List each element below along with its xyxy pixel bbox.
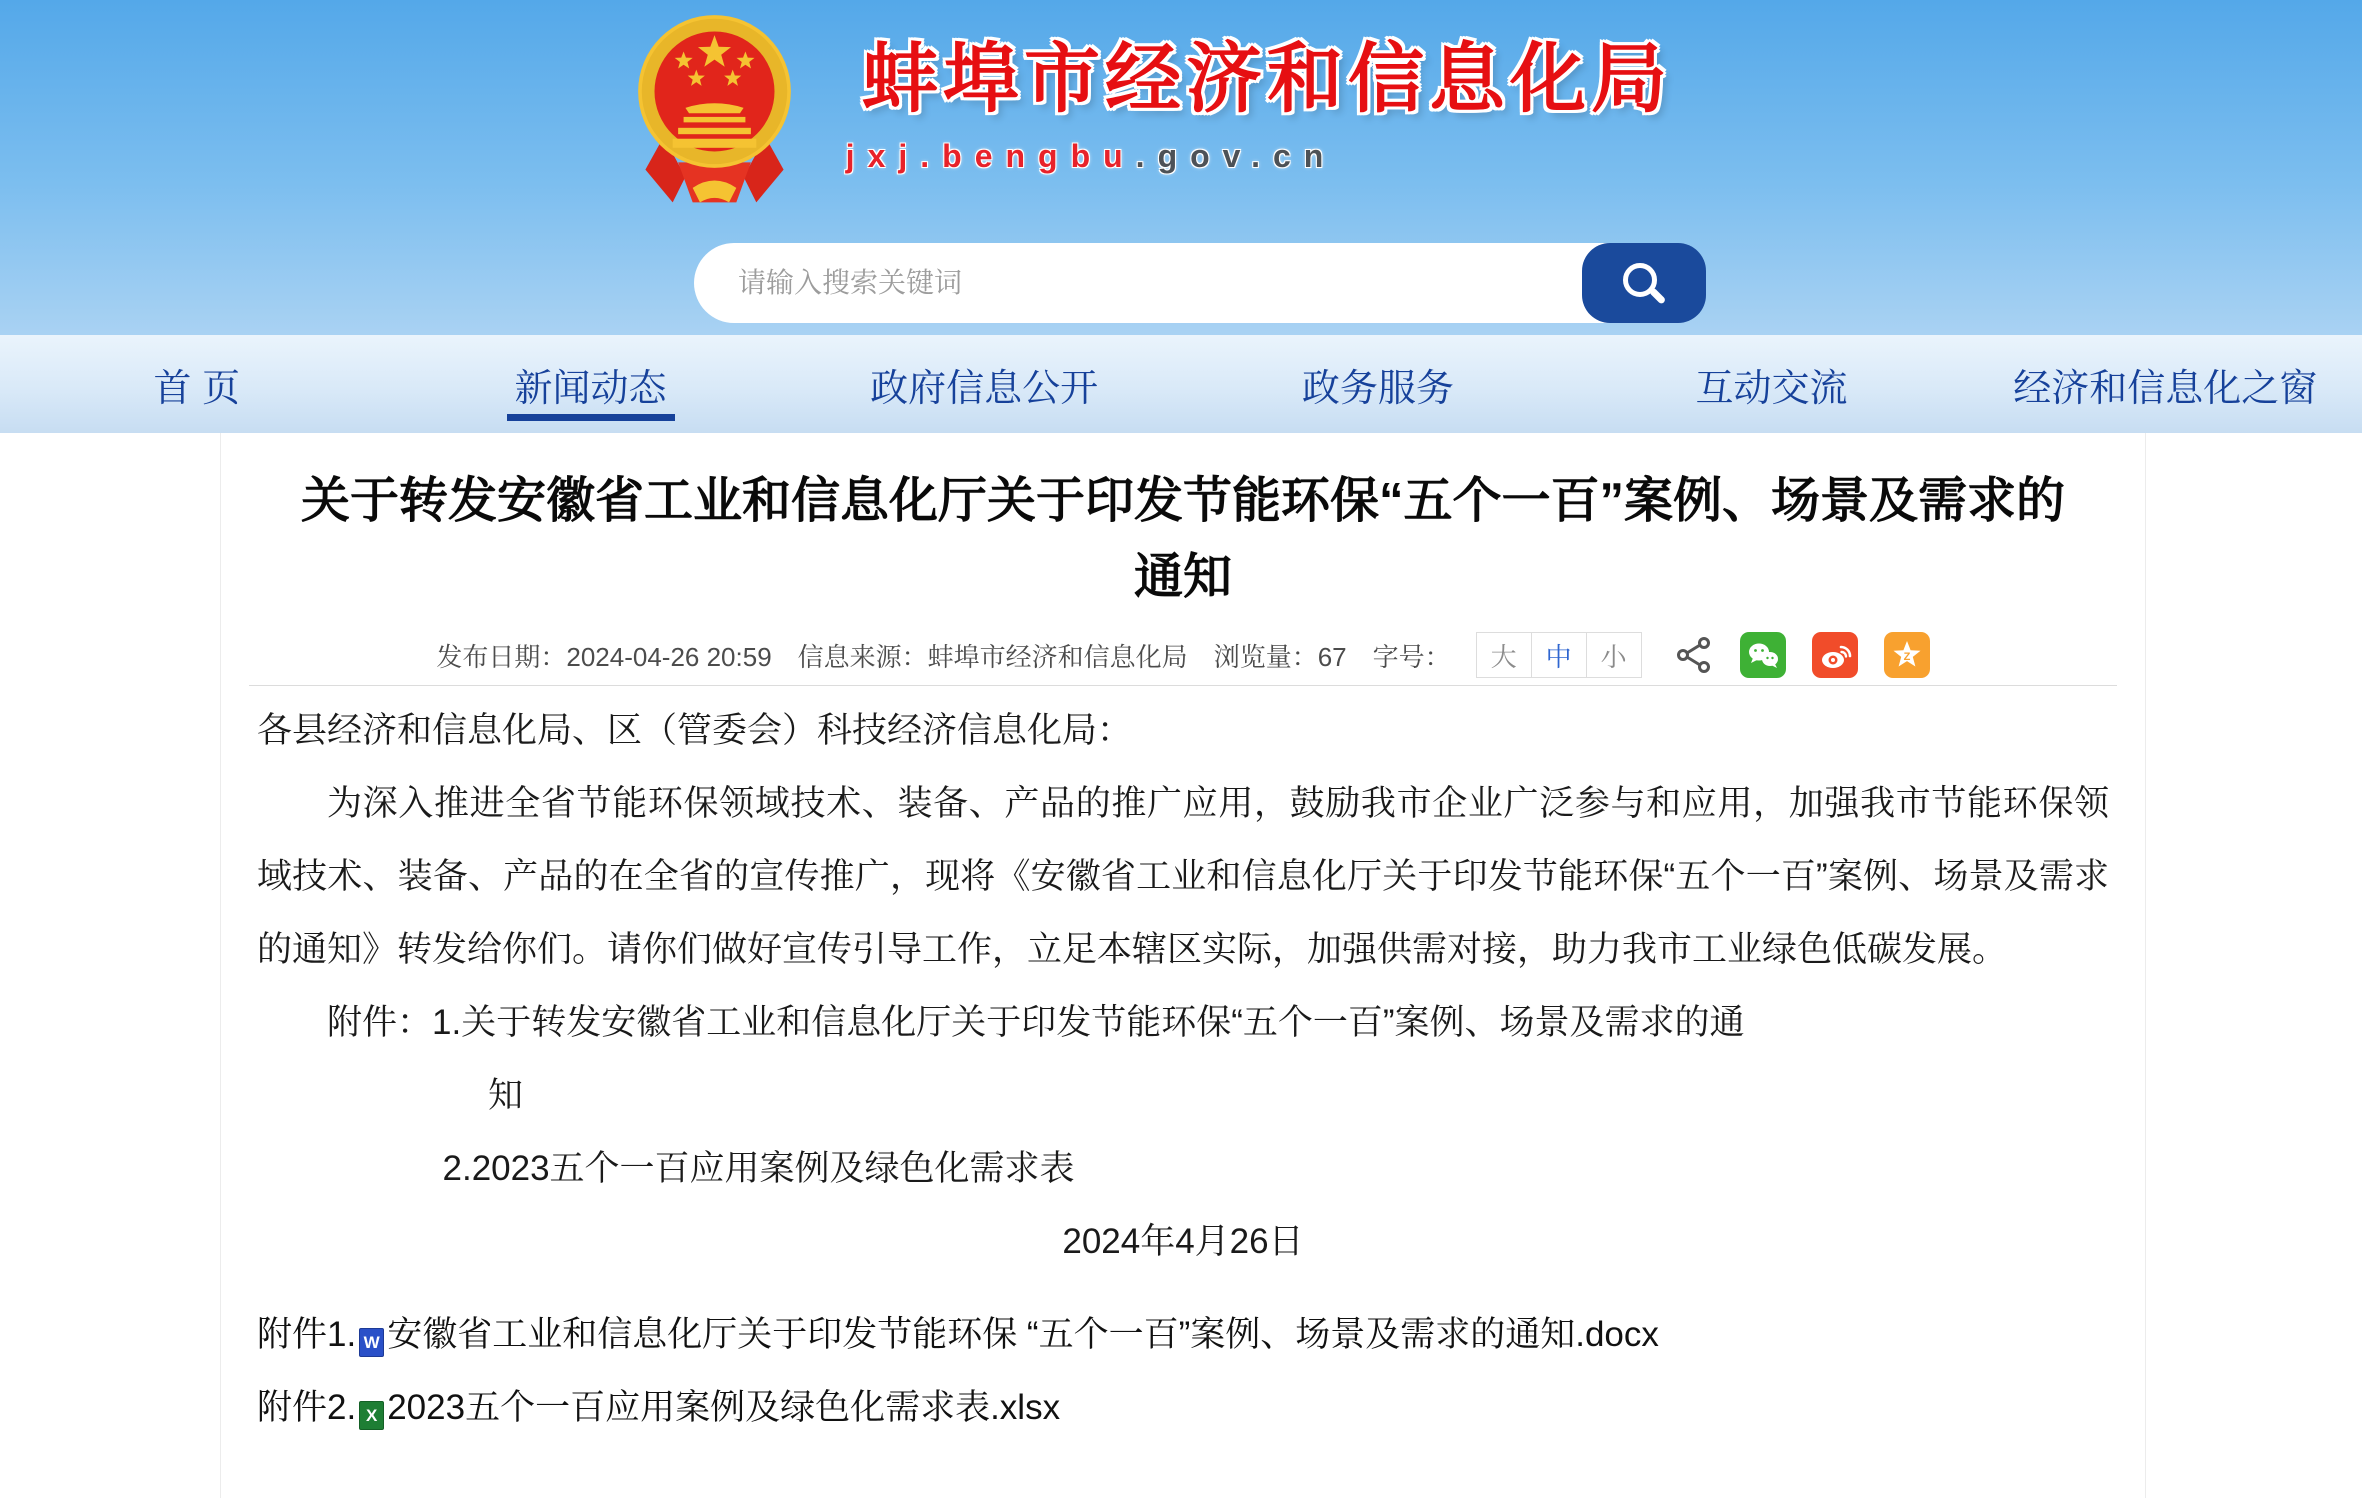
paragraph-attachment-list-1: 附件：1.关于转发安徽省工业和信息化厅关于印发节能环保“五个一百”案例、场景及需求的通 xyxy=(327,1003,1745,1042)
attachment-link-2[interactable] xyxy=(257,1371,2109,1444)
weibo-icon xyxy=(1817,637,1853,673)
attachment-1-name: 安徽省工业和信息化厅关于印发节能环保 “五个一百”案例、场景及需求的通知.docx xyxy=(387,1315,1659,1354)
site-url xyxy=(0,138,2182,175)
national-emblem-logo xyxy=(622,6,807,206)
search-icon xyxy=(1623,263,1657,297)
document-date: 2024年4月26日 xyxy=(1062,1222,1304,1261)
paragraph-main: 为深入推进全省节能环保领域技术、装备、产品的推广应用，鼓励我市企业广泛参与和应用，加强我市节能环保领域技术、装备、产品的在全省的宣传推广，现将《安徽省工业和信息化厅关于印发节能环保“五个一百”案例、场景及需求的通知》转发给你们。请你们做好宣传引导工作，立足本辖区实际，加强供需对接，助力我市工业绿色低碳发展。 xyxy=(257,784,2109,969)
weibo-share-button[interactable] xyxy=(1812,632,1858,678)
font-size-label: 字号： xyxy=(1372,641,1451,672)
main-navigation xyxy=(0,335,2362,433)
article-body xyxy=(221,686,2145,1278)
font-size-group xyxy=(1477,632,1642,678)
publish-date: 发布日期：2024-04-26 20:59 xyxy=(436,641,772,672)
article-title: 关于转发安徽省工业和信息化厅关于印发节能环保“五个一百”案例、场景及需求的通知 xyxy=(300,474,2065,604)
paragraph-salutation: 各县经济和信息化局、区（管委会）科技经济信息化局： xyxy=(257,711,1133,750)
qzone-star-icon xyxy=(1890,638,1924,672)
nav-item-industry-window[interactable]: 经济和信息化之窗 xyxy=(2013,367,2318,410)
attachment-link-1[interactable] xyxy=(257,1298,2109,1371)
view-count: 浏览量：67 xyxy=(1213,641,1347,672)
word-file-icon: W xyxy=(359,1328,384,1357)
paragraph-attachment-list-2: 2.2023五个一百应用案例及绿色化需求表 xyxy=(442,1149,1075,1188)
site-title: 蚌埠市经济和信息化局 xyxy=(862,37,1672,122)
attachment-2-prefix: 附件2. xyxy=(257,1388,357,1427)
search-input[interactable] xyxy=(694,243,1706,323)
search-bar xyxy=(694,243,1706,323)
font-size-small-button[interactable]: 小 xyxy=(1586,632,1642,678)
nav-item-news[interactable]: 新闻动态 xyxy=(394,335,788,433)
attachment-links xyxy=(221,1278,2145,1444)
attachment-1-prefix: 附件1. xyxy=(257,1315,357,1354)
article-card xyxy=(220,433,2146,1498)
nav-item-services[interactable]: 政务服务 xyxy=(1301,367,1454,410)
wechat-share-button[interactable] xyxy=(1740,632,1786,678)
site-url-suffix: .gov.cn xyxy=(1135,138,1337,174)
nav-item-gov-info[interactable]: 政府信息公开 xyxy=(870,367,1099,410)
search-button[interactable] xyxy=(1582,243,1706,323)
font-size-medium-button[interactable]: 中 xyxy=(1531,632,1587,678)
paragraph-attachment-list-1-cont: 知 xyxy=(488,1076,524,1115)
info-source: 信息来源：蚌埠市经济和信息化局 xyxy=(797,641,1188,672)
qzone-share-button[interactable] xyxy=(1884,632,1930,678)
site-header xyxy=(0,0,2362,335)
nav-item-interaction[interactable]: 互动交流 xyxy=(1695,367,1848,410)
svg-text:Z: Z xyxy=(1903,651,1910,663)
site-url-domain: jxj.bengbu xyxy=(845,138,1136,174)
article-meta xyxy=(221,631,2145,679)
excel-file-icon: X xyxy=(359,1401,384,1430)
font-size-large-button[interactable]: 大 xyxy=(1476,632,1532,678)
wechat-icon xyxy=(1745,637,1781,673)
nav-item-home[interactable]: 首 页 xyxy=(153,367,241,410)
attachment-2-name: 2023五个一百应用案例及绿色化需求表.xlsx xyxy=(387,1388,1061,1427)
share-nodes-icon[interactable] xyxy=(1674,635,1714,675)
